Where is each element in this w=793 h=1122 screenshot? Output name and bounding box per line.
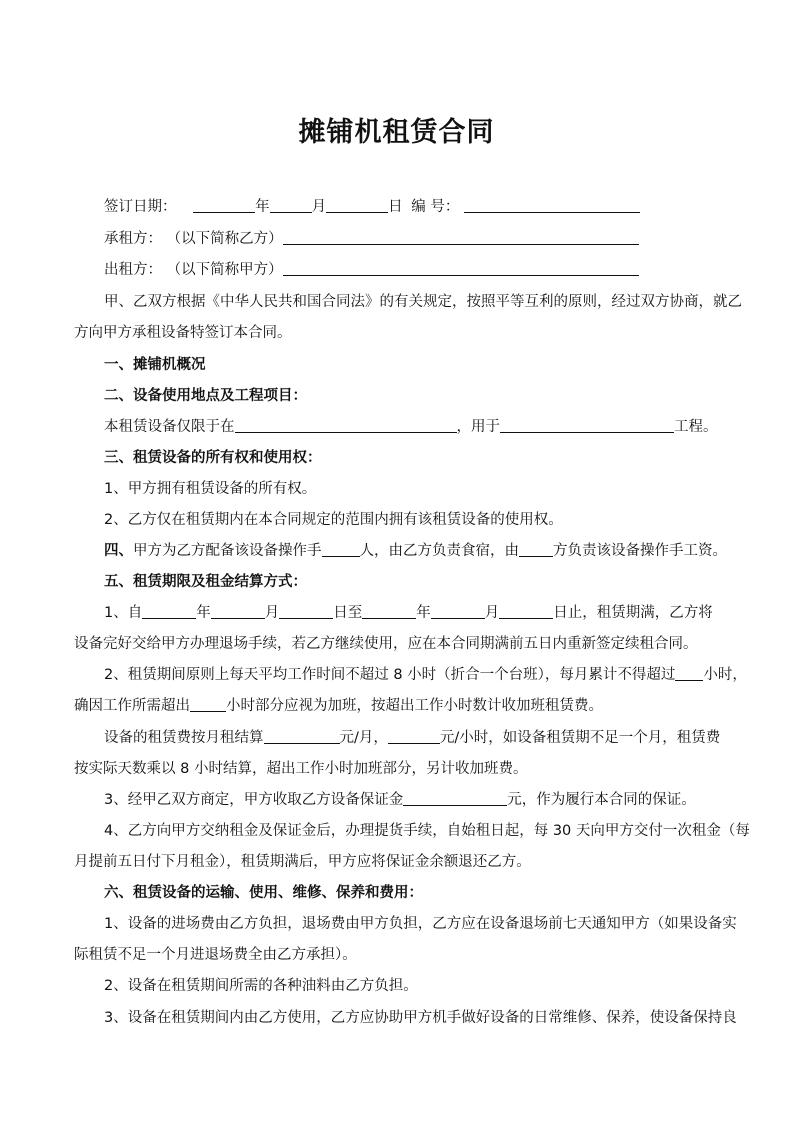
- lessor-blank[interactable]: [283, 261, 639, 276]
- rent-text-c: 元/小时，如设备租赁期不足一个月，租赁费: [439, 730, 721, 746]
- number-blank[interactable]: [464, 198, 640, 213]
- section-4-number: 四、: [104, 543, 133, 559]
- section-5-heading: 五、租赁期限及租金结算方式：: [104, 574, 307, 590]
- hourly-rent-blank[interactable]: [388, 729, 440, 744]
- wage-party-blank[interactable]: [519, 542, 553, 557]
- location-blank[interactable]: [235, 418, 457, 433]
- section-4-line: [104, 541, 727, 561]
- from-label: 1、自: [104, 605, 143, 621]
- day-blank[interactable]: [326, 198, 388, 213]
- rent-text-a: 设备的租赁费按月租结算: [104, 730, 264, 746]
- end-year-blank[interactable]: [362, 604, 416, 619]
- year-label: 年: [255, 199, 270, 215]
- sign-date-line: [104, 197, 640, 217]
- document-title: 摊铺机租赁合同: [298, 117, 495, 148]
- section-5-item-2-cont: [74, 696, 603, 716]
- section-5-item-1-end: 日止，租赁期满，乙方将: [553, 605, 713, 621]
- section-6-item-3: 3、设备在租赁期间内由乙方使用，乙方应协助甲方机手做好设备的日常维修、保养，使设备保持良: [104, 1010, 737, 1026]
- deposit-text-a: 3、经甲乙双方商定，甲方收取乙方设备保证金: [104, 792, 404, 808]
- sign-date-label: 签订日期：: [104, 199, 177, 215]
- hours-unit: 小时，: [703, 667, 747, 683]
- section-6-item-1: 1、设备的进场费由乙方负担，退场费由甲方负担，乙方应在设备退场前七天通知甲方（如果设备实: [104, 916, 737, 932]
- intro-line-2: 方向甲方承租设备特签订本合同。: [74, 325, 292, 341]
- monthly-hours-blank[interactable]: [675, 666, 703, 681]
- start-year-blank[interactable]: [142, 604, 196, 619]
- overtime-hours-blank[interactable]: [190, 697, 226, 712]
- monthly-rent-blank[interactable]: [264, 729, 340, 744]
- operator-count-blank[interactable]: [322, 542, 360, 557]
- section-5-item-4: 4、乙方向甲方交纳租金及保证金后，办理提货手续，自始租日起，每 30 天向甲方交付一次租金（每: [104, 823, 750, 839]
- project-suffix: 工程。: [674, 419, 718, 435]
- section-5-item-2: [104, 665, 747, 685]
- month-label: 月: [311, 199, 327, 215]
- location-text: 本租赁设备仅限于在: [104, 419, 235, 435]
- intro-line-1: 甲、乙双方根据《中华人民共和国合同法》的有关规定，按照平等互利的原则，经过双方协商，就乙: [104, 294, 742, 310]
- work-hours-text: 2、租赁期间原则上每天平均工作时间不超过 8 小时（折合一个台班），每月累计不得超过: [104, 667, 676, 683]
- overtime-text-b: 小时部分应视为加班，按超出工作小时数计收加班租赁费。: [226, 698, 603, 714]
- start-month-label: 月: [264, 605, 280, 621]
- section-3-item-1: 1、甲方拥有租赁设备的所有权。: [104, 481, 317, 497]
- rent-text-b: 元/月，: [339, 730, 388, 746]
- lessee-label: 承租方：: [104, 231, 162, 247]
- location-line: [104, 417, 718, 437]
- end-year-label: 年: [416, 605, 431, 621]
- lessor-note: （以下简称甲方）: [166, 262, 283, 278]
- section-4-text-c: 方负责该设备操作手工资。: [553, 543, 727, 559]
- lessee-blank[interactable]: [283, 230, 639, 245]
- section-4-text-a: 甲方为乙方配备该设备操作手: [133, 543, 322, 559]
- lessor-label: 出租方：: [104, 262, 162, 278]
- start-year-label: 年: [196, 605, 211, 621]
- number-label: 编 号：: [411, 199, 460, 215]
- section-6-item-2: 2、设备在租赁期间所需的各种油料由乙方负担。: [104, 978, 418, 994]
- month-blank[interactable]: [270, 198, 312, 213]
- section-3-item-2: 2、乙方仅在租赁期内在本合同规定的范围内拥有该租赁设备的使用权。: [104, 512, 563, 528]
- section-5-item-1: [104, 603, 713, 623]
- year-blank[interactable]: [193, 198, 255, 213]
- lessee-note: （以下简称乙方）: [166, 231, 283, 247]
- section-5-item-1-cont: 设备完好交给甲方办理退场手续，若乙方继续使用，应在本合同期满前五日内重新签定续租合同。: [74, 636, 698, 652]
- end-month-blank[interactable]: [431, 604, 485, 619]
- purpose-text: ，用于: [456, 419, 500, 435]
- lessor-line: [104, 260, 639, 280]
- section-3-heading: 三、租赁设备的所有权和使用权：: [104, 450, 322, 466]
- overtime-text-a: 确因工作所需超出: [74, 698, 190, 714]
- section-2-heading: 二、设备使用地点及工程项目：: [104, 388, 307, 404]
- section-5-item-4-cont: 月提前五日付下月租金），租赁期满后，甲方应将保证金余额退还乙方。: [74, 854, 531, 870]
- section-5-item-3: [104, 790, 696, 810]
- rent-line-cont: 按实际天数乘以 8 小时结算，超出工作小时加班部分，另计收加班费。: [74, 761, 528, 777]
- start-month-blank[interactable]: [211, 604, 265, 619]
- end-month-label: 月: [484, 605, 500, 621]
- day-label: 日: [388, 199, 403, 215]
- project-blank[interactable]: [500, 418, 674, 433]
- deposit-blank[interactable]: [403, 791, 507, 806]
- section-6-heading: 六、租赁设备的运输、使用、维修、保养和费用：: [104, 885, 423, 901]
- lessee-line: [104, 229, 639, 249]
- start-day-blank[interactable]: [279, 604, 333, 619]
- section-4-text-b: 人，由乙方负责食宿，由: [359, 543, 519, 559]
- end-day-blank[interactable]: [499, 604, 553, 619]
- deposit-text-b: 元，作为履行本合同的保证。: [507, 792, 696, 808]
- section-1-heading: 一、摊铺机概况: [104, 357, 206, 373]
- to-label: 日至: [333, 605, 363, 621]
- rent-line: [104, 728, 720, 748]
- section-6-item-1-cont: 际租赁不足一个月进退场费全由乙方承担）。: [74, 947, 357, 963]
